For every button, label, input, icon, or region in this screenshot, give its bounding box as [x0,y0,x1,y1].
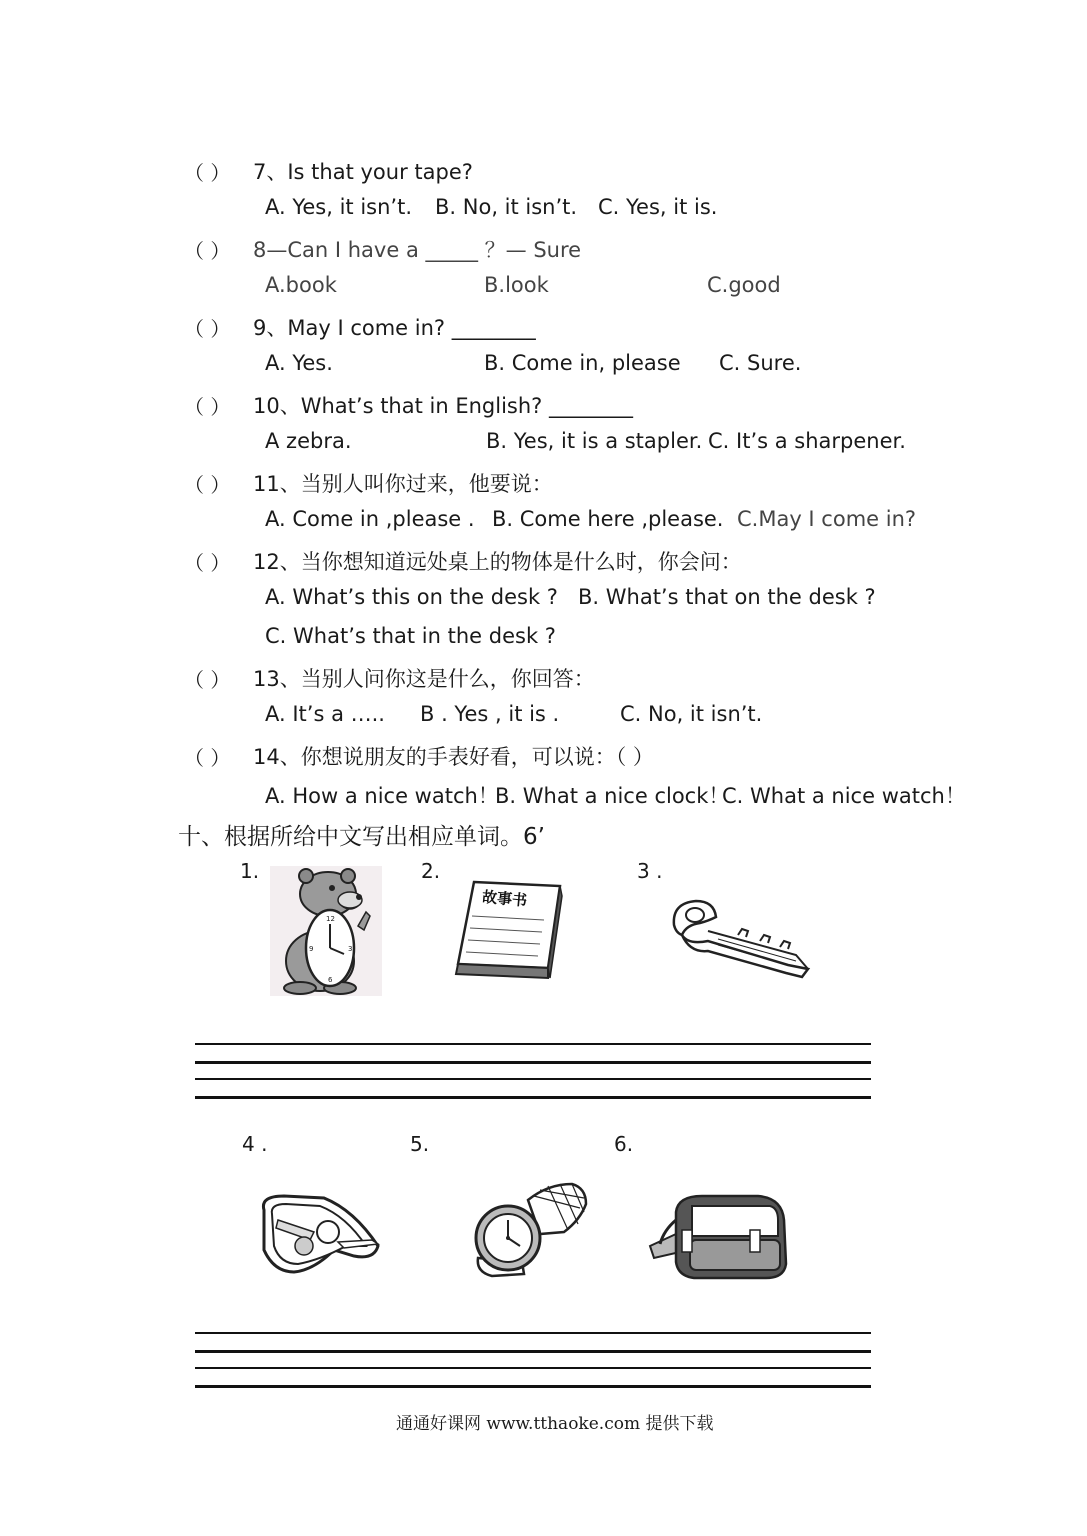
question-stem: 9、May I come in? ________ [253,316,536,340]
answer-paren[interactable]: （ ） [184,473,231,497]
option-c: C. Sure. [719,351,802,375]
question-stem: 10、What’s that in English? ________ [253,394,633,418]
watch-icon [468,1180,590,1280]
option-b: B . Yes , it is . [420,702,560,726]
key-icon [668,895,813,980]
option-b: B. No, it isn’t. [435,195,578,219]
writing-line[interactable] [195,1061,871,1064]
writing-line[interactable] [195,1350,871,1353]
question-stem: 13、当别人问你这是什么，你回答： [253,667,595,691]
svg-text:12: 12 [326,915,335,923]
question-stem: 8—Can I have a _____ ？— Sure [253,238,582,262]
picture-number: 4 . [242,1132,268,1156]
option-a: A. Yes, it isn’t. [265,195,413,219]
svg-text:3: 3 [348,945,353,953]
footer-text: 通通好课网 www.tthaoke.com 提供下载 [396,1414,714,1434]
storybook-icon [452,876,564,982]
option-a: A. Yes. [265,351,333,375]
writing-line[interactable] [195,1385,871,1388]
answer-paren[interactable]: （ ） [184,239,231,263]
question-stem: 7、Is that your tape? [253,160,473,184]
schoolbag-icon [646,1190,788,1282]
option-a: A. Come in ,please . [265,507,475,531]
option-a: A. It’s a ….. [265,702,385,726]
option-a: A.book [265,273,337,297]
answer-paren[interactable]: （ ） [184,746,231,770]
svg-text:6: 6 [328,976,333,984]
option-b: B. Yes, it is a stapler. [486,429,703,453]
answer-paren[interactable]: （ ） [184,551,231,575]
question-stem: 11、当别人叫你过来，他要说： [253,472,553,496]
picture-number: 3 . [637,859,663,883]
picture-number: 1. [240,859,260,883]
question-stem: 12、当你想知道远处桌上的物体是什么时，你会问： [253,550,742,574]
svg-text:9: 9 [309,945,314,953]
option-a: A. What’s this on the desk ? [265,585,558,609]
bear-clock-icon [270,866,382,996]
answer-paren[interactable]: （ ） [184,317,231,341]
option-c: C. What’s that in the desk ? [265,624,556,648]
writing-line[interactable] [195,1332,871,1334]
option-c: C. What a nice watch！ [722,784,966,808]
option-b: B. What a nice clock！ [495,784,730,808]
option-c: C.May I come in? [737,507,917,531]
option-b: B. Come in, please [484,351,681,375]
option-b: B.look [484,273,549,297]
storybook-title: 故事书 [481,887,528,910]
option-b: B. Come here ,please. [492,507,724,531]
picture-number: 5. [410,1132,430,1156]
option-b: B. What’s that on the desk ? [578,585,876,609]
writing-line[interactable] [195,1043,871,1045]
question-stem: 14、你想说朋友的手表好看，可以说：（ ） [253,745,654,769]
option-a: A zebra. [265,429,352,453]
option-c: C.good [707,273,781,297]
writing-line[interactable] [195,1096,871,1099]
option-c: C. Yes, it is. [598,195,718,219]
section-title: 十、根据所给中文写出相应单词。6’ [178,824,545,850]
picture-number: 6. [614,1132,634,1156]
option-c: C. No, it isn’t. [620,702,763,726]
writing-line[interactable] [195,1367,871,1369]
picture-number: 2. [421,859,441,883]
option-c: C. It’s a sharpener. [708,429,906,453]
answer-paren[interactable]: （ ） [184,161,231,185]
writing-line[interactable] [195,1078,871,1080]
pencil-box-icon [254,1190,382,1278]
answer-paren[interactable]: （ ） [184,395,231,419]
option-a: A. How a nice watch！ [265,784,499,808]
answer-paren[interactable]: （ ） [184,668,231,692]
